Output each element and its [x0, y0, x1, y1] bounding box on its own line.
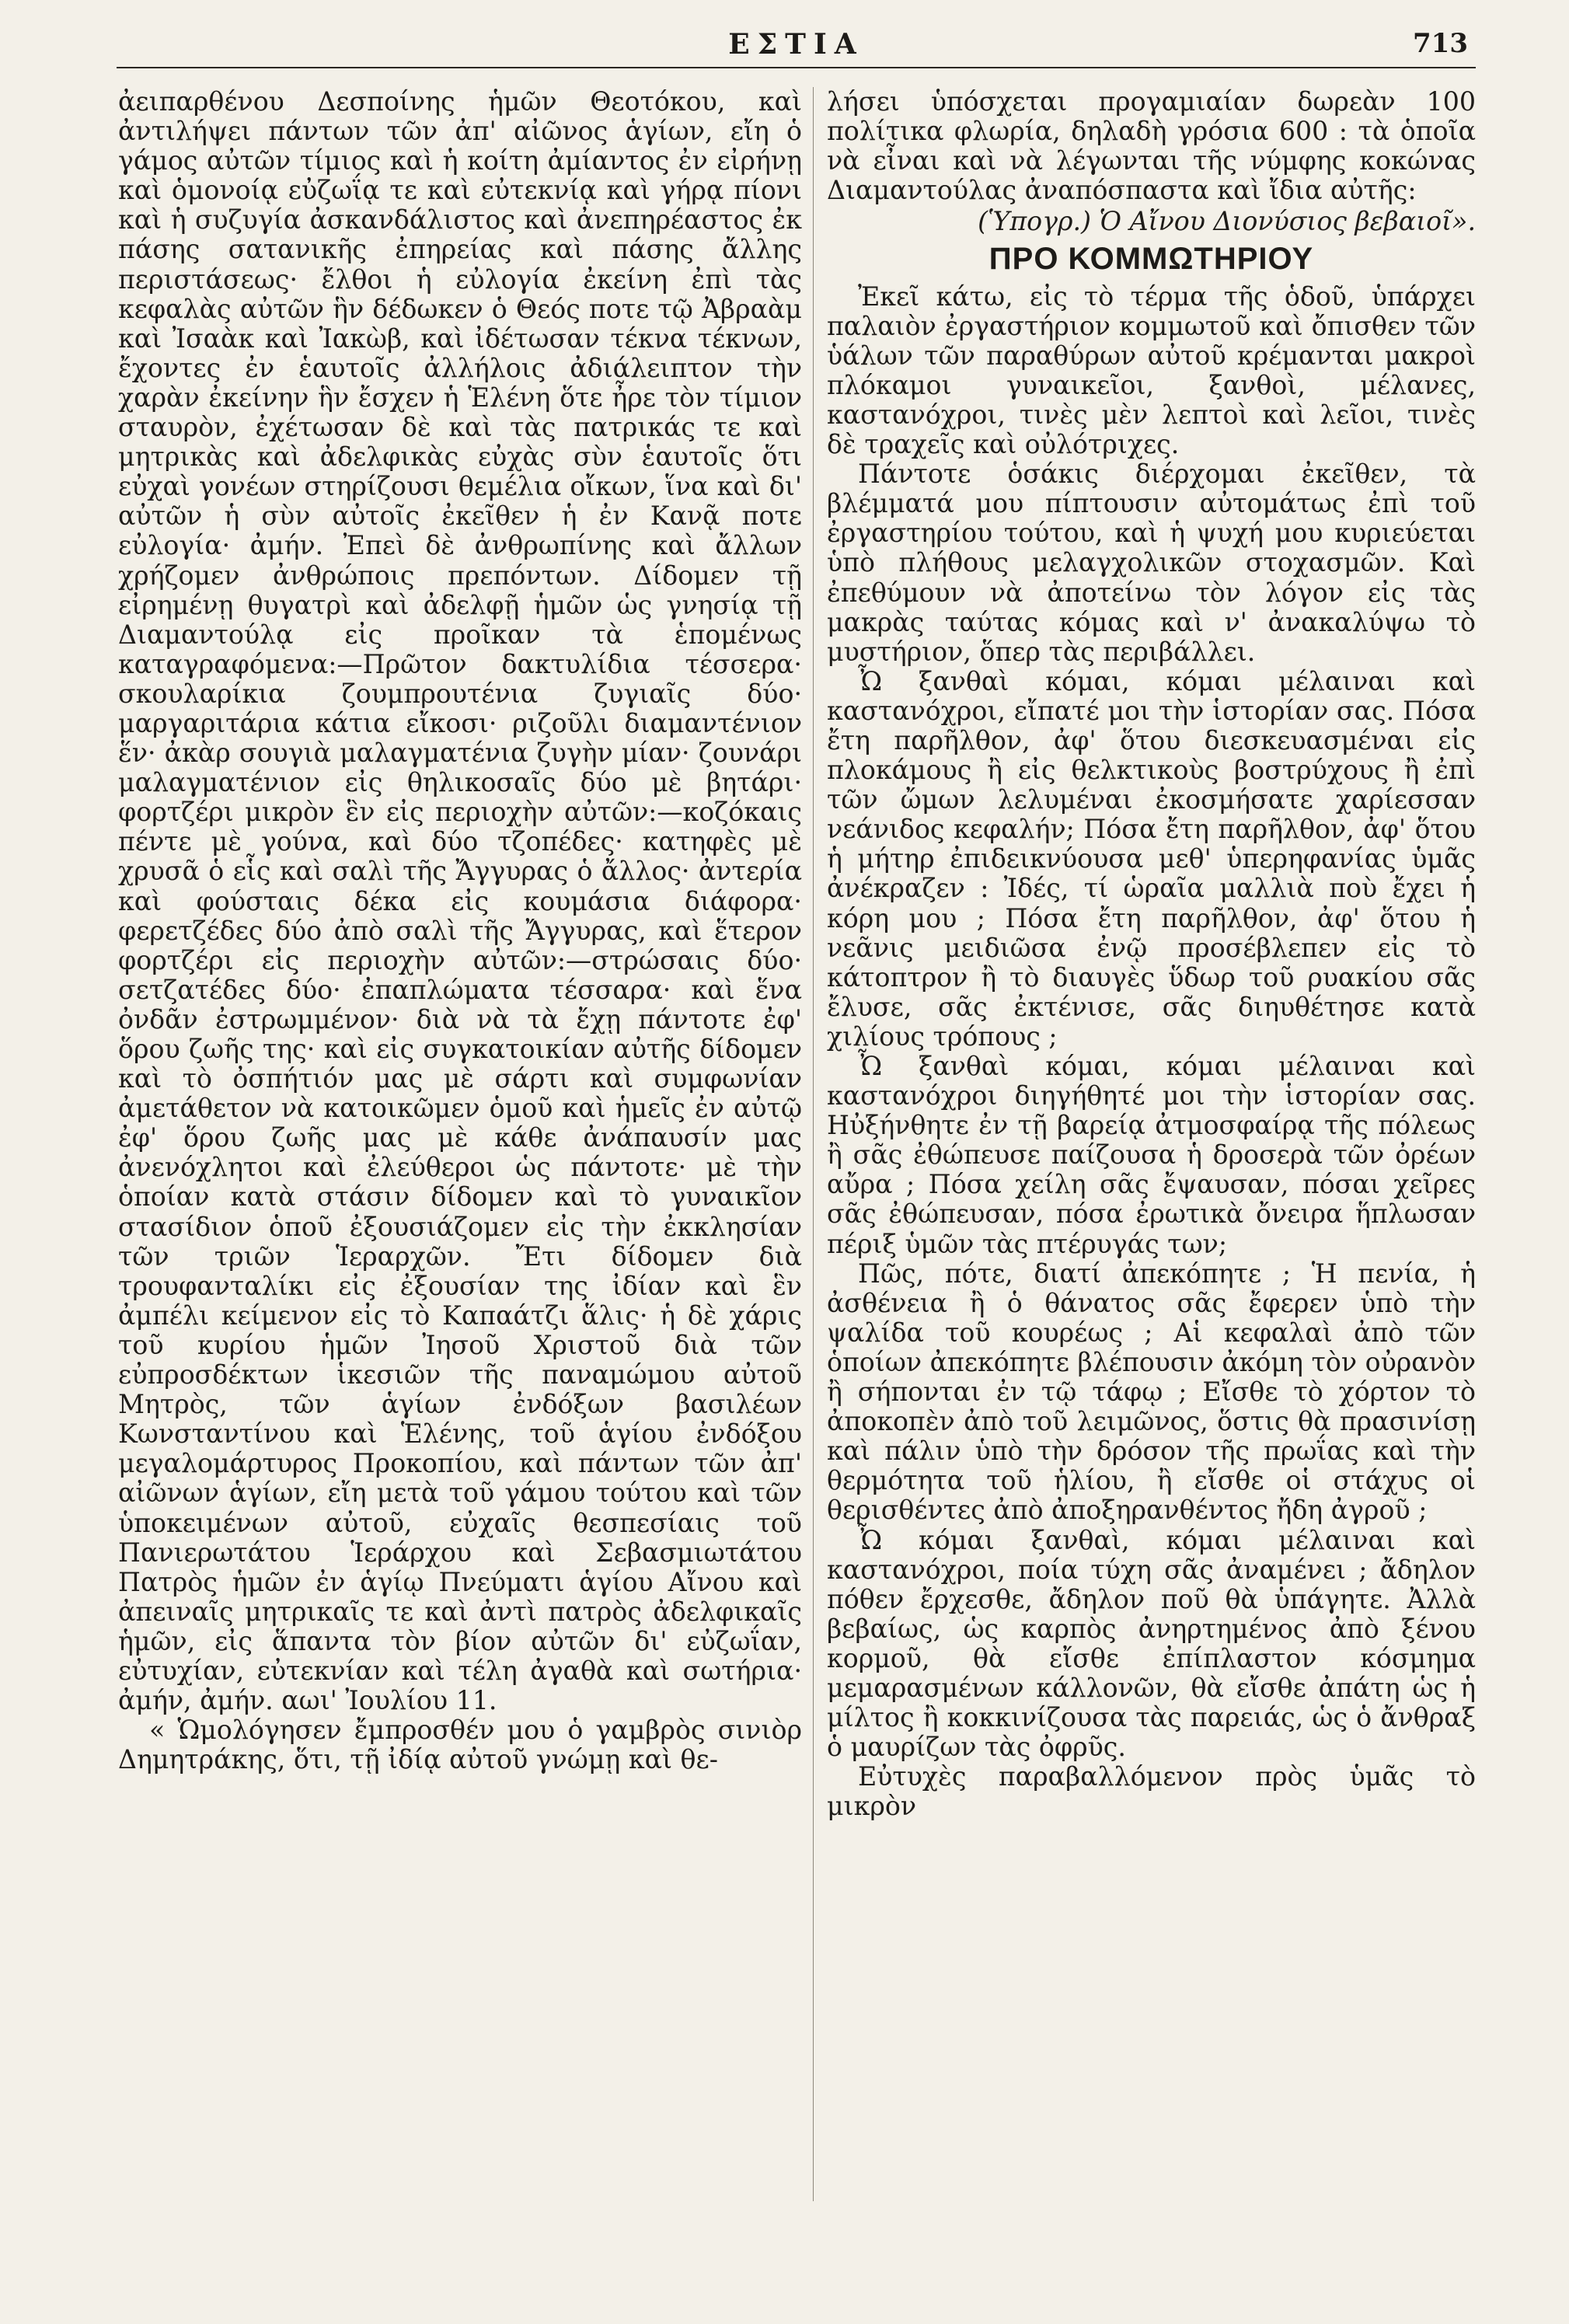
left-paragraph-2: « Ὡμολόγησεν ἔμπροσθέν μου ὁ γαμβρὸς σινιὸρ Δημητράκης, ὅτι, τῇ ἰδίᾳ αὐτοῦ γνώμῃ καὶ θε-	[118, 1715, 802, 1775]
right-column-content	[827, 87, 1476, 1821]
right-paragraph-7: Εὐτυχὲς παραβαλλόμενον πρὸς ὑμᾶς τὸ μικρὸν	[827, 1761, 1476, 1822]
right-paragraph-5: Πῶς, πότε, διατί ἀπεκόπητε ; Ἡ πενία, ἡ ἀσθένεια ἢ ὁ θάνατος σᾶς ἔφερεν ὑπὸ τὴν ψαλίδα τοῦ κουρέως ; Αἱ κεφαλαὶ ἀπὸ τῶν ὁποίων ἀπεκόπητε βλέπουσιν ἀκόμη τὸν οὐρανὸν ἢ σήπονται ἐν τῷ τάφῳ ; Εἴσθε τὸ χόρτον τὸ ἀποκοπὲν ἀπὸ τοῦ λειμῶνος, ὅστις θὰ πρασινίσῃ καὶ πάλιν ὑπὸ τὴν δρόσον τῆς πρωΐας καὶ τὴν θερμότητα τοῦ ἡλίου, ἢ εἴσθε οἱ στάχυς οἱ θερισθέντες ἀπὸ ἀποξηρανθέντος ἤδη ἀγροῦ ;	[827, 1258, 1476, 1526]
right-paragraph-4: Ὦ ξανθαὶ κόμαι, κόμαι μέλαιναι καὶ καστανόχροι διηγήθητέ μοι τὴν ἱστορίαν σας. Ηὐξήνθητε ἐν τῇ βαρείᾳ ἀτμοσφαίρᾳ τῆς πόλεως ἢ σᾶς ἐθώπευσε παίζουσα ἡ δροσερὰ τῶν ὀρέων αὔρα ; Πόσα χείλη σᾶς ἔψαυσαν, πόσαι χεῖρες σᾶς ἐθώπευσαν, πόσα ἐρωτικὰ ὄνειρα ἥπλωσαν πέριξ ὑμῶν τὰς πτέρυγάς των;	[827, 1051, 1476, 1259]
page-number: 713	[1413, 28, 1468, 59]
left-paragraph-1: ἀειπαρθένου Δεσποίνης ἡμῶν Θεοτόκου, καὶ ἀντιλήψει πάντων τῶν ἀπ' αἰῶνος ἁγίων, εἴη ὁ γάμος αὐτῶν τίμιος καὶ ἡ κοίτη ἀμίαντος ἐν εἰρήνῃ καὶ ὁμονοίᾳ εὐζωΐᾳ τε καὶ εὐτεκνίᾳ καὶ γήρᾳ πίονι καὶ ἡ συζυγία ἀσκανδάλιστος καὶ ἀνεπηρέαστος ἐκ πάσης σατανικῆς ἐπηρείας καὶ πάσης ἄλλης περιστάσεως· ἔλθοι ἡ εὐλογία ἐκείνη ἐπὶ τὰς κεφαλὰς αὐτῶν ἣν δέδωκεν ὁ Θεός ποτε τῷ Ἀβραὰμ καὶ Ἰσαὰκ καὶ Ἰακὼβ, καὶ ἰδέτωσαν τέκνα τέκνων, ἔχοντες ἐν ἑαυτοῖς ἀλλήλοις ἀδιάλειπτον τὴν χαρὰν ἐκείνην ἣν ἔσχεν ἡ Ἑλένη ὅτε ἦρε τὸν τίμιον σταυρὸν, ἐχέτωσαν δὲ καὶ τὰς πατρικάς τε καὶ μητρικὰς καὶ ἀδελφικὰς εὐχὰς σὺν ἑαυτοῖς ὅτι εὐχαὶ γονέων στηρίζουσι θεμέλια οἴκων, ἵνα καὶ δι' αὐτῶν ἡ σὺν αὐτοῖς ἐκεῖθεν ἡ ἐν Κανᾷ ποτε εὐλογία· ἀμήν. Ἐπεὶ δὲ ἀνθρωπίνης καὶ ἄλλων χρήζομεν ἀνθρώποις πρεπόντων. Δίδομεν τῇ εἰρημένῃ θυγατρὶ καὶ ἀδελφῇ ἡμῶν ὡς γνησίᾳ τῇ Διαμαντούλᾳ εἰς προῖκαν τὰ ἑπομένως καταγραφόμενα:—Πρῶτον δακτυλίδια τέσσερα· σκουλαρίκια ζουμπρουτένια ζυγιαῖς δύο· μαργαριτάρια κάτια εἴκοσι· ριζοῦλι διαμαντένιον ἕν· ἀκὰρ σουγιὰ μαλαγματένια ζυγὴν μίαν· ζουνάρι μαλαγματένιον εἰς θηλικοσαῖς δύο μὲ βητάρι· φορτζέρι μικρὸν ἓν εἰς περιοχὴν αὐτῶν:—κοζόκαις πέντε μὲ γούνα, καὶ δύο τζοπέδες· κατηφὲς μὲ χρυσᾶ ὁ εἷς καὶ σαλὶ τῆς Ἄγγυρας ὁ ἄλλος· ἀντερία καὶ φούσταις δέκα εἰς κουμάσια διάφορα· φερετζέδες δύο ἀπὸ σαλὶ τῆς Ἄγγυρας, καὶ ἕτερον φορτζέρι εἰς περιοχὴν αὐτῶν:—στρώσαις δύο· σετζατέδες δύο· ἐπαπλώματα τέσσαρα· καὶ ἕνα ὀνδᾶν ἐστρωμμένον· διὰ νὰ τὰ ἔχῃ πάντοτε ἐφ' ὅρου ζωῆς της· καὶ εἰς συγκατοικίαν αὐτῆς δίδομεν καὶ τὸ ὀσπήτιόν μας μὲ σάρτι καὶ συμφωνίαν ἀμετάθετον νὰ κατοικῶμεν ὁμοῦ καὶ ἡμεῖς ἐν αὐτῷ ἐφ' ὅρου ζωῆς μας μὲ κάθε ἀνάπαυσίν μας ἀνενόχλητοι καὶ ἐλεύθεροι ὡς πάντοτε· μὲ τὴν ὁποίαν κατὰ στάσιν δίδομεν καὶ τὸ γυναικῖον στασίδιον ὁποῦ ἐξουσιάζομεν εἰς τὴν ἐκκλησίαν τῶν τριῶν Ἱεραρχῶν. Ἔτι δίδομεν διὰ τρουφανταλίκι εἰς ἐξουσίαν της ἰδίαν καὶ ἓν ἀμπέλι κείμενον εἰς τὸ Καπαάτζι ἅλις· ἡ δὲ χάρις τοῦ κυρίου ἡμῶν Ἰησοῦ Χριστοῦ διὰ τῶν εὐπροσδέκτων ἱκεσιῶν τῆς παναμώμου αὐτοῦ Μητρὸς, τῶν ἁγίων ἐνδόξων βασιλέων Κωνσταντίνου καὶ Ἑλένης, τοῦ ἁγίου ἐνδόξου μεγαλομάρτυρος Προκοπίου, καὶ πάντων τῶν ἀπ' αἰῶνων ἁγίων, εἴη μετὰ τοῦ γάμου τούτου καὶ τῶν ὑποκειμένων αὐτοῦ, εὐχαῖς θεσπεσίαις τοῦ Πανιερωτάτου Ἱεράρχου καὶ Σεβασμιωτάτου Πατρὸς ἡμῶν ἐν ἁγίῳ Πνεύματι ἁγίου Αἴνου καὶ ἀπειναῖς μητρικαῖς τε καὶ ἀντὶ πατρὸς ἀδελφικαῖς ἡμῶν, εἰς ἅπαντα τὸν βίον αὐτῶν δι' εὐζωΐαν, εὐτυχίαν, εὐτεκνίαν καὶ τέλη ἀγαθὰ καὶ σωτήρια· ἀμήν, ἀμήν. αωι' Ἰουλίου 11.	[118, 86, 802, 1716]
right-paragraph-2: Πάντοτε ὁσάκις διέρχομαι ἐκεῖθεν, τὰ βλέμματά μου πίπτουσιν αὐτομάτως ἐπὶ τοῦ ἐργαστηρίου τούτου, καὶ ἡ ψυχή μου κυριεύεται ὑπὸ πλήθους μελαγχολικῶν στοχασμῶν. Καὶ ἐπεθύμουν νὰ ἀποτείνω τὸν λόγον εἰς τὰς μακρὰς ταύτας κόμας καὶ ν' ἀνακαλύψω τὸ μυστήριον, ὅπερ τὰς περιβάλλει.	[827, 459, 1476, 667]
right-paragraph-6: Ὦ κόμαι ξανθαὶ, κόμαι μέλαιναι καὶ καστανόχροι, ποία τύχη σᾶς ἀναμένει ; ἄδηλον πόθεν ἔρχεσθε, ἄδηλον ποῦ θὰ ὑπάγητε. Ἀλλὰ βεβαίως, ὡς καρπὸς ἀνηρτημένος ἀπὸ ξένου κορμοῦ, θὰ εἴσθε ἐπίπλαστον κόσμημα μεμαρασμένων κάλλονῶν, θὰ εἴσθε ἀπάτη ὡς ἡ μίλτος ἢ κοκκινίζουσα τὰς παρειάς, ὡς ὁ ἄνθραξ ὁ μαυρίζων τὰς ὀφρῦς.	[827, 1524, 1476, 1763]
running-title: ΕΣΤΙΑ	[728, 28, 864, 61]
left-column	[118, 87, 802, 1774]
signature-line: (Ὑπογρ.) Ὁ Αἴνου Διονύσιος βεβαιοῖ».	[978, 206, 1476, 237]
right-opening-paragraph: λήσει ὑπόσχεται προγαμιαίαν δωρεὰν 100 πολίτικα φλωρία, δηλαδὴ γρόσια 600 : τὰ ὁποῖα νὰ εἶναι καὶ νὰ λέγωνται τῆς νύμφης κοκώνας Διαμαντούλας ἀναπόσπαστα καὶ ἴδια αὐτῆς:	[827, 86, 1476, 206]
right-column	[802, 87, 1476, 1821]
header-rule	[117, 67, 1476, 68]
section-title: ΠΡΟ ΚΟΜΜΩΤΗΡΙΟΥ	[988, 242, 1314, 277]
right-paragraph-1: Ἐκεῖ κάτω, εἰς τὸ τέρμα τῆς ὁδοῦ, ὑπάρχει παλαιὸν ἐργαστήριον κομμωτοῦ καὶ ὄπισθεν τῶν ὑάλων τῶν παραθύρων αὐτοῦ κρέμανται μακροὶ πλόκαμοι γυναικεῖοι, ξανθοὶ, μέλανες, καστανόχροι, τινὲς μὲν λεπτοὶ καὶ λεῖοι, τινὲς δὲ τραχεῖς καὶ οὐλότριχες.	[827, 281, 1476, 460]
page-header	[117, 20, 1476, 64]
right-paragraph-3: Ὦ ξανθαὶ κόμαι, κόμαι μέλαιναι καὶ καστανόχροι, εἴπατέ μοι τὴν ἱστορίαν σας. Πόσα ἔτη παρῆλθον, ἀφ' ὅτου διεσκευασμέναι εἰς πλοκάμους ἢ εἰς θελκτικοὺς βοστρύχους ἢ ἐπὶ τῶν ὤμων λελυμέναι ἐκοσμήσατε χαρίεσσαν νεάνιδος κεφαλήν; Πόσα ἔτη παρῆλθον, ἀφ' ὅτου ἡ μήτηρ ἐπιδεικνύουσα μεθ' ὑπερηφανίας ὑμᾶς ἀνέκραζεν : Ἰδές, τί ὡραῖα μαλλιὰ ποὺ ἔχει ἡ κόρη μου ; Πόσα ἔτη παρῆλθον, ἀφ' ὅτου ἡ νεᾶνις μειδιῶσα ἐνῷ προσέβλεπεν εἰς τὸ κάτοπτρον ἢ τὸ διαυγὲς ὕδωρ τοῦ ρυακίου σᾶς ἔλυσε, σᾶς ἐκτένισε, σᾶς διηυθέτησε κατὰ χιλίους τρόπους ;	[827, 665, 1476, 1052]
